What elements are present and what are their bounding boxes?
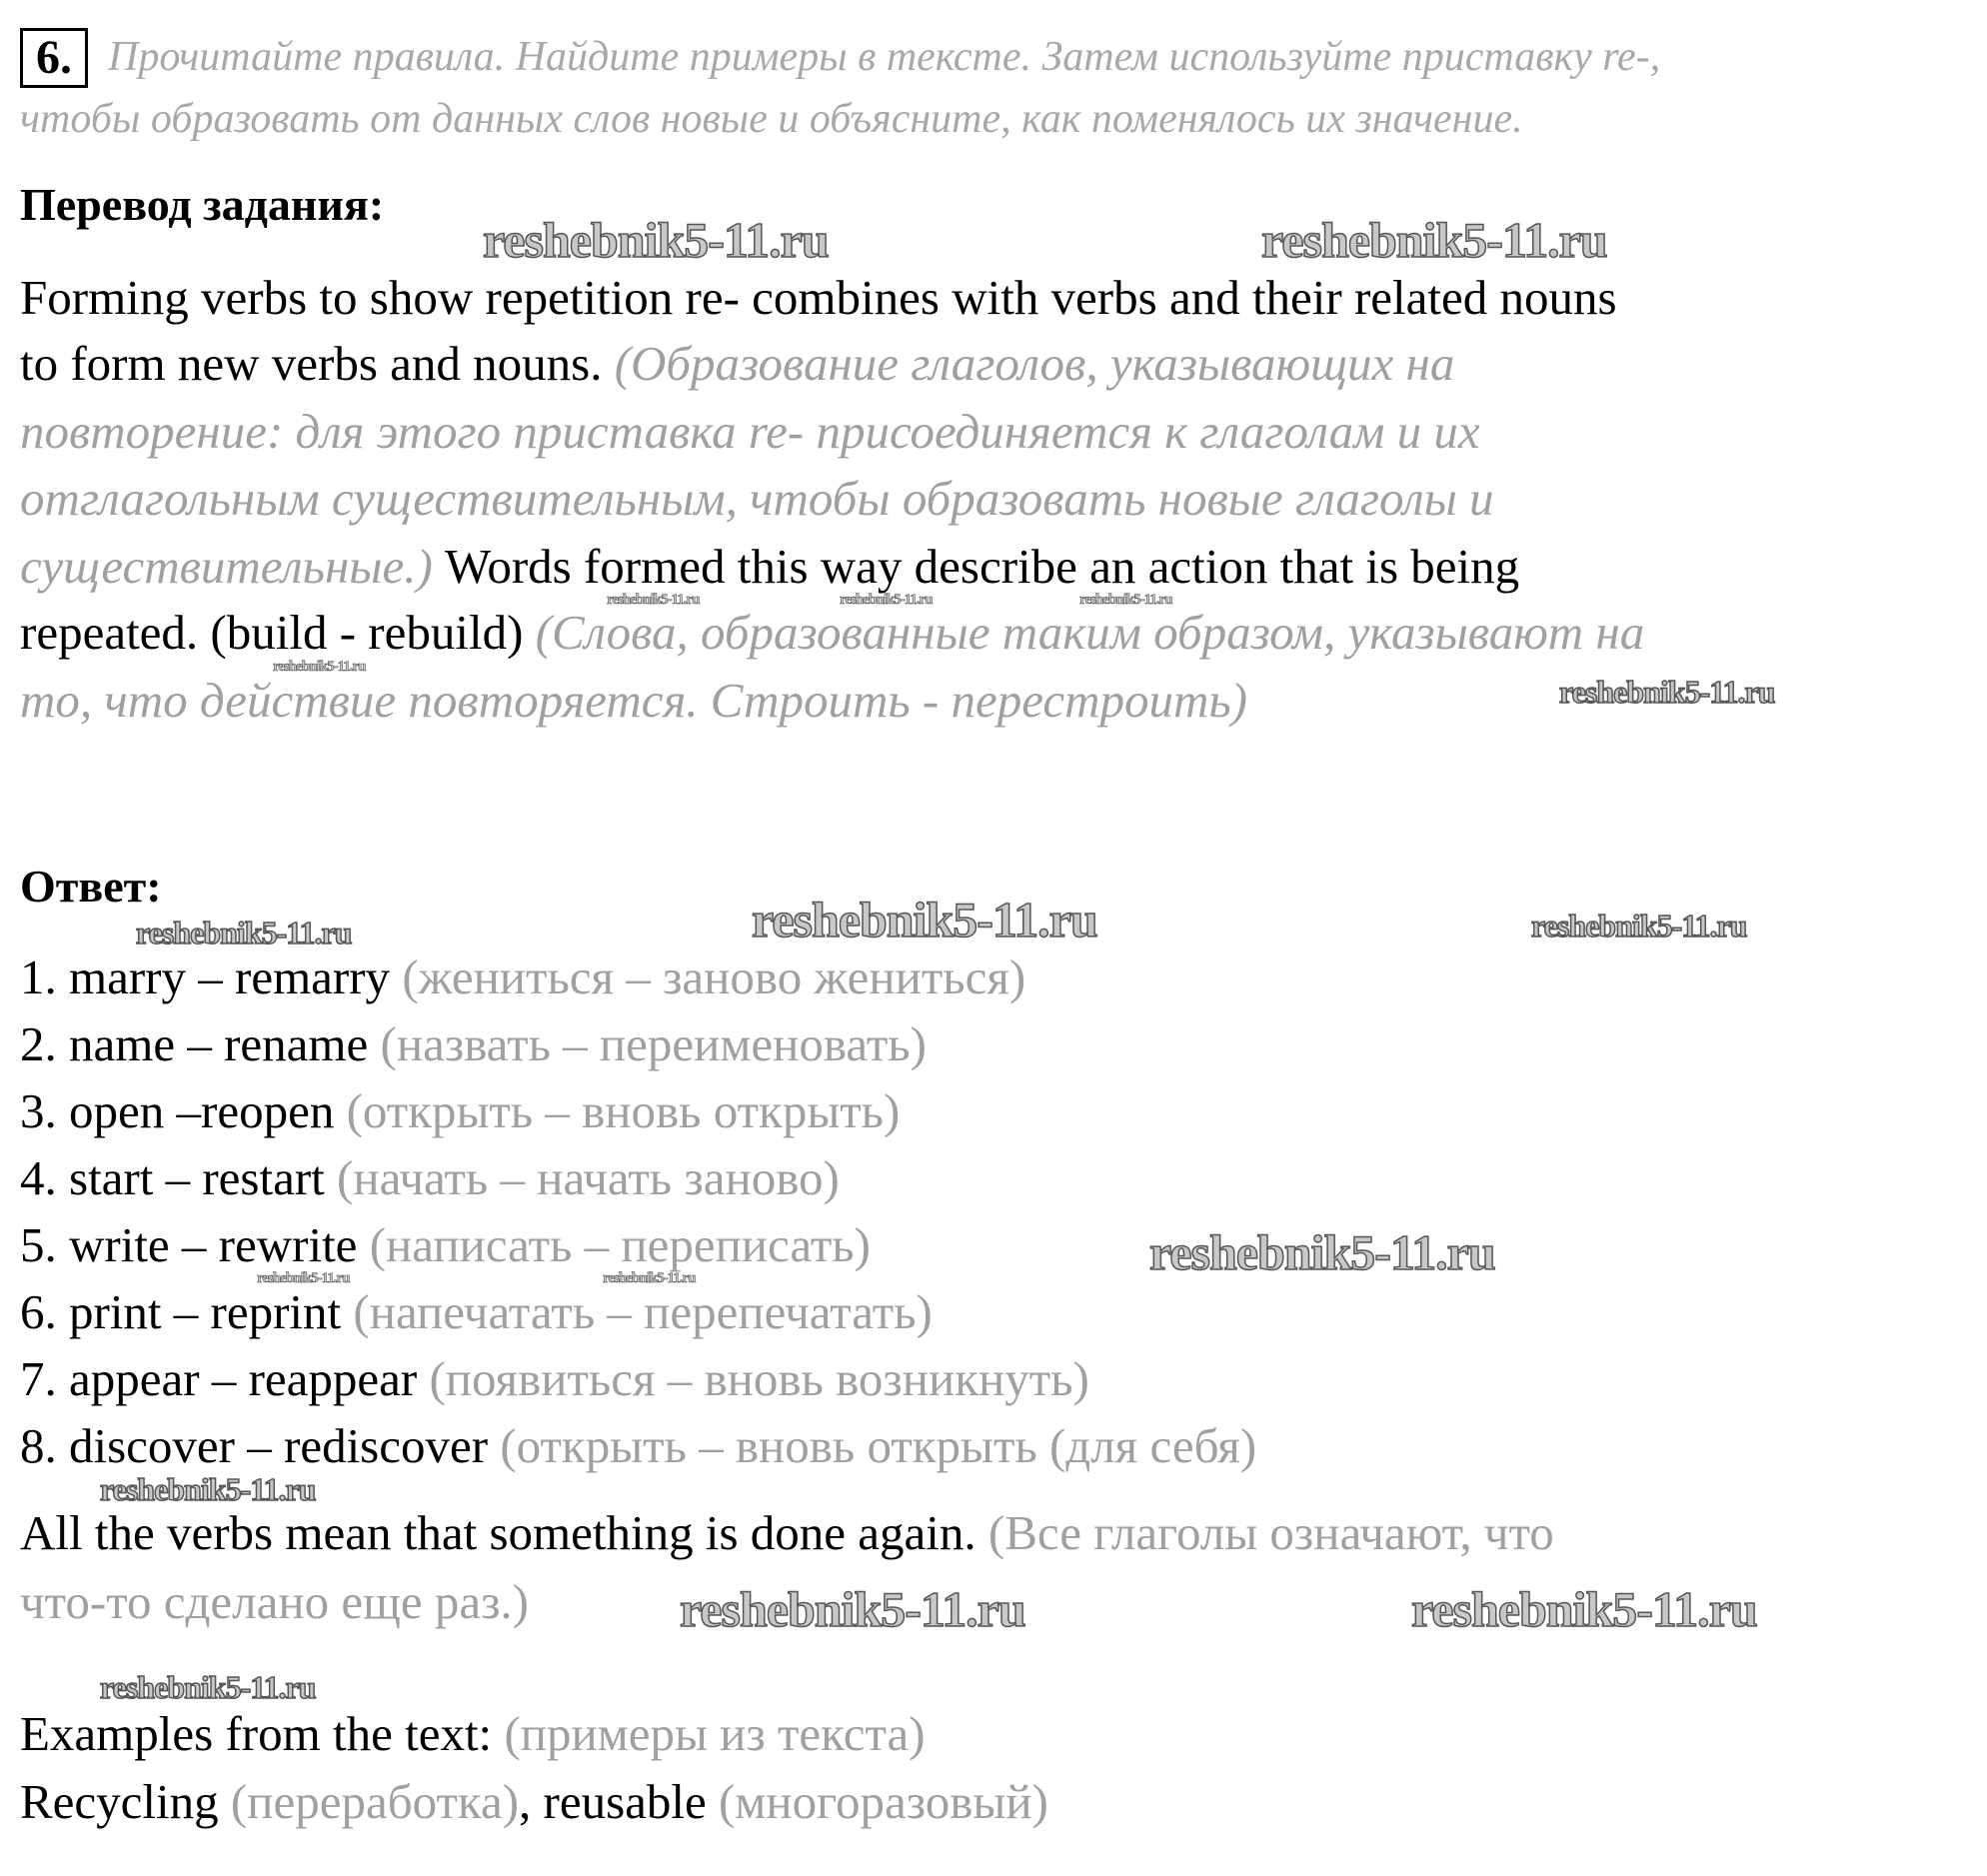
watermark: reshebnik5-11.ru [1079, 592, 1172, 608]
english-text: repeated. (build - rebuild) [20, 605, 536, 660]
english-text: Examples from the text: [20, 1706, 505, 1761]
watermark: reshebnik5-11.ru [483, 212, 829, 268]
russian-translation: (переработка) [230, 1774, 520, 1829]
exercise-number: 6. [20, 28, 88, 88]
translation-line [20, 404, 1480, 459]
watermark: reshebnik5-11.ru [1559, 674, 1775, 710]
answer-line [20, 1574, 529, 1629]
english-text: Forming verbs to show repetition re- combines with verbs and their related nouns [20, 270, 1617, 325]
russian-translation: существительные.) [20, 539, 446, 594]
russian-translation: что-то сделано еще раз.) [20, 1574, 529, 1629]
translation-line [20, 270, 1617, 325]
watermark: reshebnik5-11.ru [840, 592, 933, 608]
answer-line [20, 1284, 933, 1339]
russian-translation: (Слова, образованные таким образом, указывают на [535, 605, 1645, 660]
examples-line [20, 1774, 1048, 1829]
russian-translation: (появиться – вновь возникнуть) [429, 1351, 1089, 1406]
watermark: reshebnik5-11.ru [680, 1581, 1025, 1637]
answer-line [20, 949, 1026, 1004]
english-text: 7. appear – reappear [20, 1351, 430, 1406]
watermark: reshebnik5-11.ru [1261, 212, 1607, 268]
watermark: reshebnik5-11.ru [100, 1471, 316, 1507]
watermark: reshebnik5-11.ru [1531, 908, 1747, 943]
russian-translation: (напечатать – перепечатать) [353, 1284, 933, 1339]
english-text: , reusable [519, 1774, 720, 1829]
russian-translation: (примеры из текста) [504, 1706, 926, 1761]
russian-translation: (открыть – вновь открыть) [346, 1083, 901, 1138]
watermark: reshebnik5-11.ru [603, 1270, 696, 1286]
translation-line [20, 673, 1247, 728]
watermark: reshebnik5-11.ru [100, 1669, 316, 1705]
english-text: 6. print – reprint [20, 1284, 354, 1339]
answer-line [20, 1016, 927, 1071]
english-text: 2. name – rename [20, 1016, 381, 1071]
watermark: reshebnik5-11.ru [136, 915, 352, 950]
russian-translation: повторение: для этого приставка re- присоединяется к глаголам и их [20, 404, 1480, 459]
examples-line [20, 1706, 926, 1761]
russian-translation: (многоразовый) [719, 1774, 1048, 1829]
answer-line [20, 1351, 1089, 1406]
english-text: 4. start – restart [20, 1150, 338, 1205]
english-text: All the verbs mean that something is done again. [20, 1505, 989, 1560]
answer-line [20, 1505, 1554, 1560]
translation-line [20, 471, 1494, 526]
russian-translation: (назвать – переименовать) [380, 1016, 927, 1071]
russian-translation: (жениться – заново жениться) [402, 949, 1026, 1004]
instruction-line-2: чтобы образовать от данных слов новые и объясните, как поменялось их значение. [20, 96, 1523, 142]
translation-line [20, 336, 1455, 391]
watermark: reshebnik5-11.ru [273, 659, 366, 675]
russian-translation: (начать – начать заново) [337, 1150, 840, 1205]
english-text: 1. marry – remarry [20, 949, 403, 1004]
watermark: reshebnik5-11.ru [607, 592, 700, 608]
russian-translation: отглагольным существительным, чтобы образовать новые глаголы и [20, 471, 1494, 526]
instruction-line-1: Прочитайте правила. Найдите примеры в тексте. Затем используйте приставку re-, [108, 34, 1661, 80]
english-text: Words formed this way describe an action that is being [445, 539, 1520, 594]
translation-line [20, 539, 1520, 594]
english-text: to form new verbs and nouns. [20, 336, 615, 391]
russian-translation: (открыть – вновь открыть (для себя) [500, 1418, 1257, 1473]
russian-translation: (Образование глаголов, указывающих на [614, 336, 1455, 391]
russian-translation: (Все глаголы означают, что [988, 1505, 1554, 1560]
english-text: 8. discover – rediscover [20, 1418, 501, 1473]
answer-heading: Ответ: [20, 861, 162, 912]
answer-line [20, 1217, 871, 1272]
english-text: 3. open –reopen [20, 1083, 347, 1138]
answer-line [20, 1150, 840, 1205]
watermark: reshebnik5-11.ru [257, 1270, 350, 1286]
english-text: 5. write – rewrite [20, 1217, 370, 1272]
russian-translation: (написать – переписать) [369, 1217, 871, 1272]
watermark: reshebnik5-11.ru [752, 892, 1097, 947]
translation-line [20, 605, 1645, 660]
english-text: Recycling [20, 1774, 231, 1829]
russian-translation: то, что действие повторяется. Строить - перестроить) [20, 673, 1247, 728]
answer-line [20, 1418, 1257, 1473]
answer-line [20, 1083, 901, 1138]
watermark: reshebnik5-11.ru [1411, 1581, 1757, 1637]
translation-heading: Перевод задания: [20, 179, 385, 230]
watermark: reshebnik5-11.ru [1149, 1224, 1495, 1280]
